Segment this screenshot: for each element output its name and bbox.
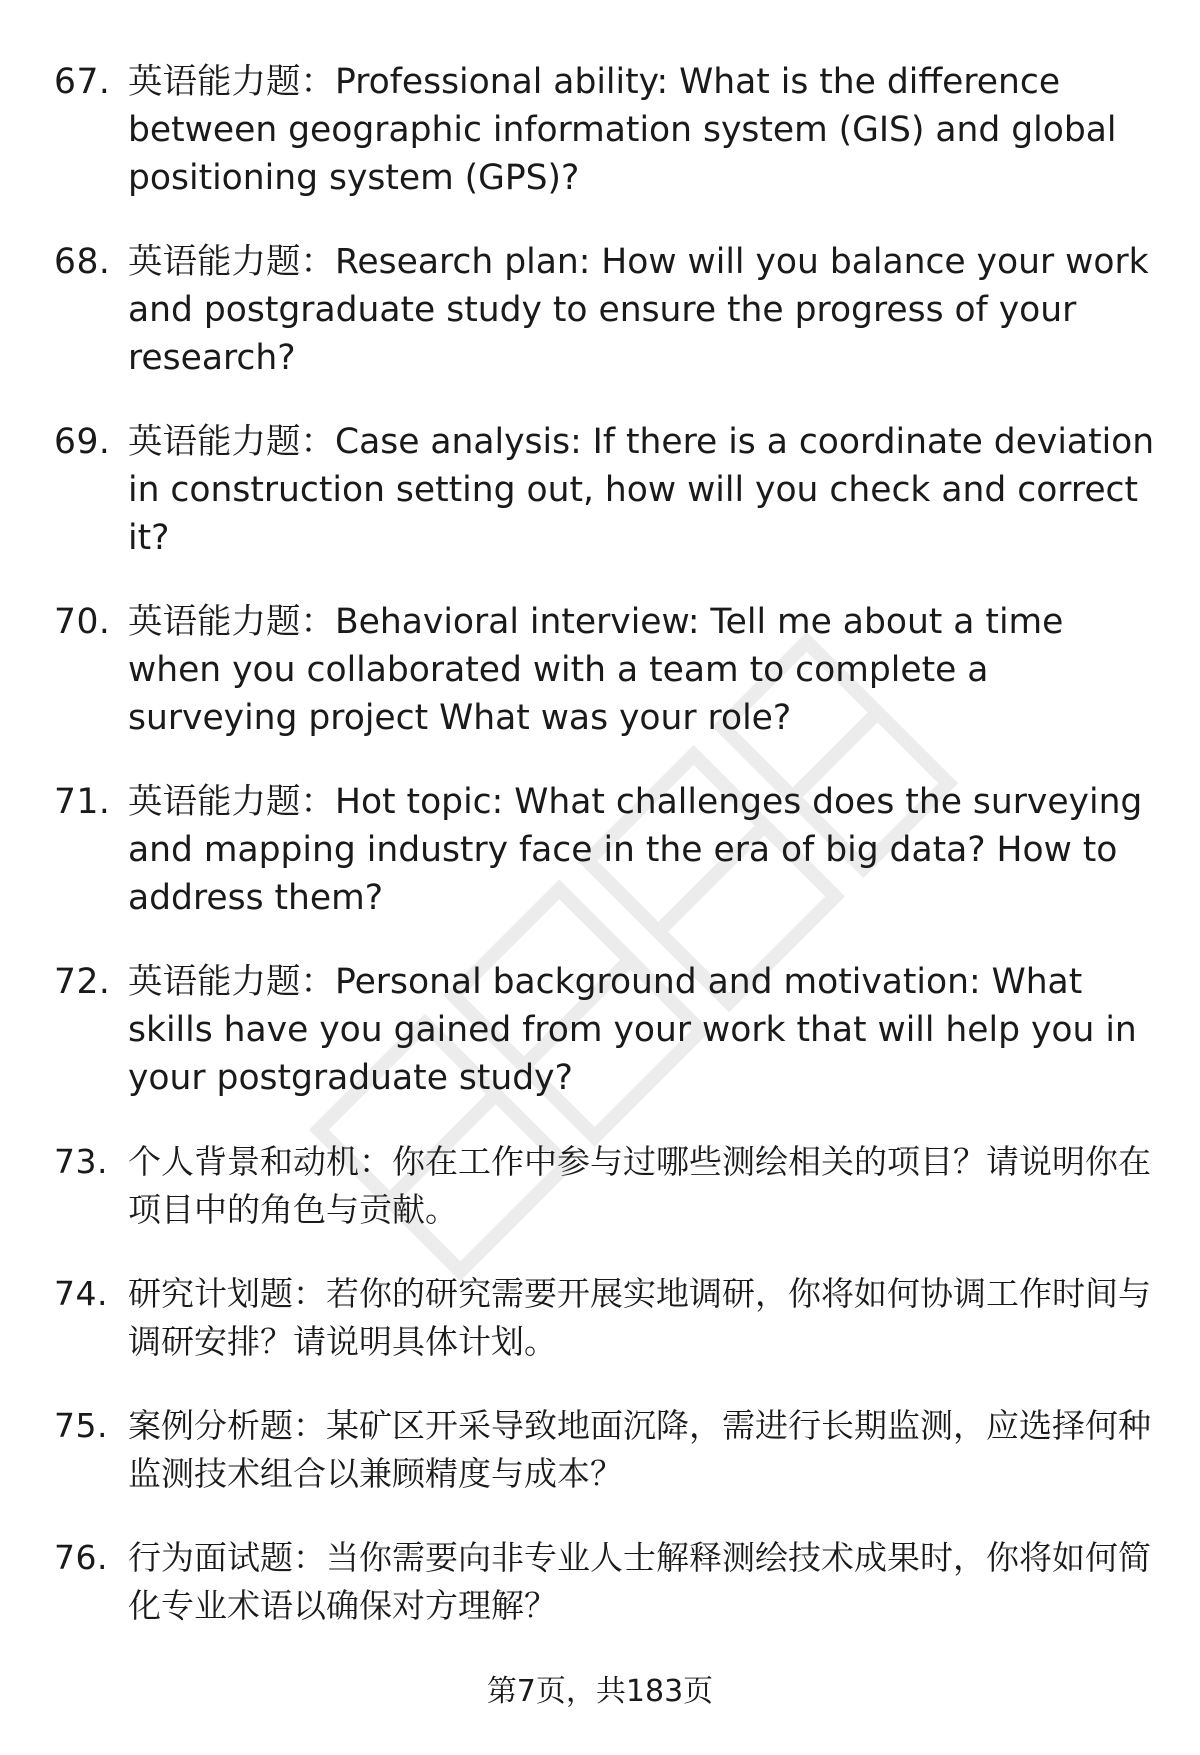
question-item-74 xyxy=(0,1270,1200,1366)
question-text: 个人背景和动机：你在工作中参与过哪些测绘相关的项目？请说明你在项目中的角色与贡献。 xyxy=(128,1142,1151,1229)
question-text: 研究计划题：若你的研究需要开展实地调研，你将如何协调工作时间与调研安排？请说明具体计划。 xyxy=(128,1274,1151,1361)
question-text: 行为面试题：当你需要向非专业人士解释测绘技术成果时，你将如何简化专业术语以确保对方理解？ xyxy=(128,1538,1151,1625)
page-footer: 第7页，共183页 xyxy=(486,1674,714,1709)
question-number: 70. xyxy=(54,602,111,642)
question-number: 73. xyxy=(54,1142,108,1181)
question-item-68 xyxy=(0,238,1200,382)
question-item-70 xyxy=(0,598,1200,742)
question-text: 英语能力题：Research plan: How will you balance your work and postgraduate study to ensure the progress of your research? xyxy=(128,242,1149,378)
question-number: 67. xyxy=(54,62,111,102)
question-item-72 xyxy=(0,958,1200,1102)
question-item-67 xyxy=(0,58,1200,202)
question-text: 英语能力题：Behavioral interview: Tell me about a time when you collaborated with a team to complete a surveying project What was your role? xyxy=(128,602,1064,738)
question-item-71 xyxy=(0,778,1200,922)
question-list xyxy=(0,58,1200,1666)
question-number: 72. xyxy=(54,962,111,1002)
question-number: 68. xyxy=(54,242,111,282)
question-text: 英语能力题：Case analysis: If there is a coordinate deviation in construction setting out, how will you check and correct it? xyxy=(128,422,1155,558)
question-number: 76. xyxy=(54,1538,108,1577)
question-item-69 xyxy=(0,418,1200,562)
question-number: 69. xyxy=(54,422,111,462)
question-text: 英语能力题：Personal background and motivation: What skills have you gained from your work that will help you in your postgraduate study? xyxy=(128,962,1137,1098)
question-item-75 xyxy=(0,1402,1200,1498)
question-number: 74. xyxy=(54,1274,108,1313)
question-text: 案例分析题：某矿区开采导致地面沉降，需进行长期监测，应选择何种监测技术组合以兼顾精度与成本？ xyxy=(128,1406,1151,1493)
question-item-76 xyxy=(0,1534,1200,1630)
question-item-73 xyxy=(0,1138,1200,1234)
question-number: 71. xyxy=(54,782,111,822)
question-number: 75. xyxy=(54,1406,108,1445)
question-text: 英语能力题：Hot topic: What challenges does the surveying and mapping industry face in the era of big data? How to address them? xyxy=(128,782,1143,918)
question-text: 英语能力题：Professional ability: What is the difference between geographic information system (GIS) and global positioning system (GPS)? xyxy=(128,62,1117,198)
